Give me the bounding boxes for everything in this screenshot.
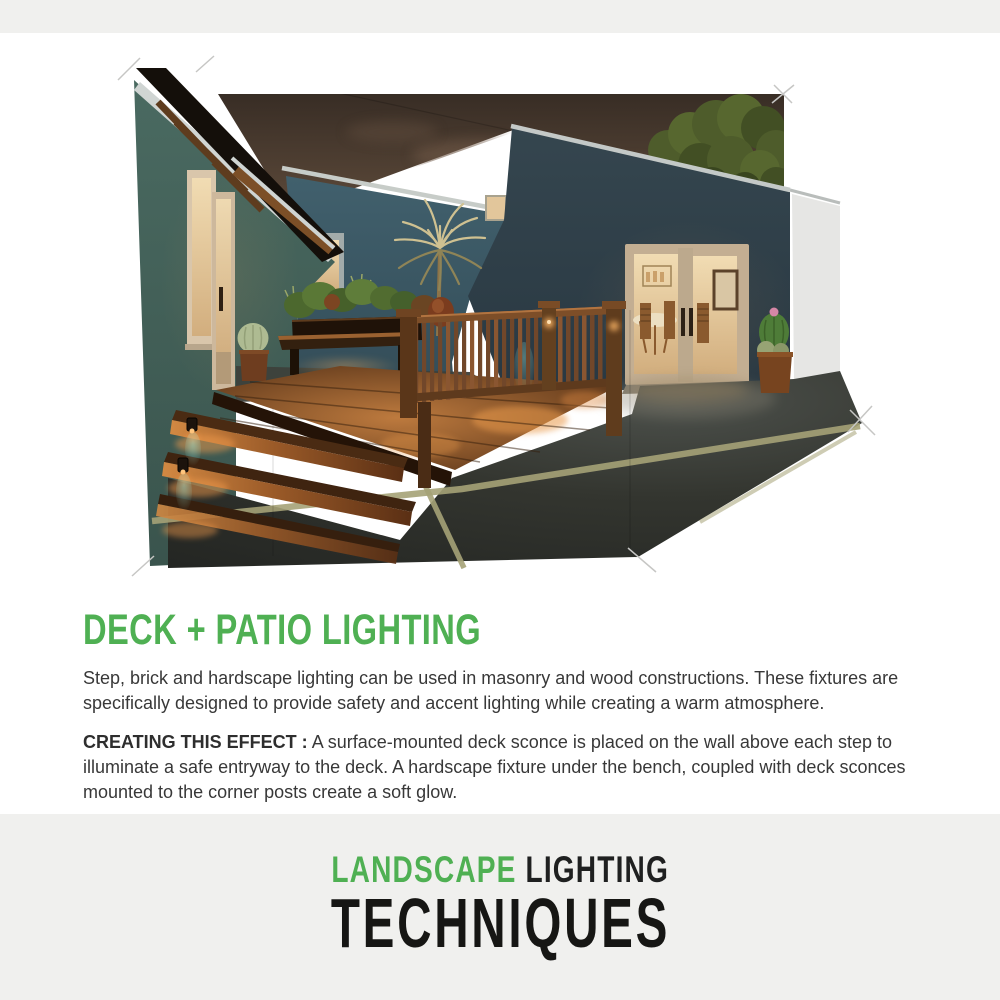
page-title: DECK + PATIO LIGHTING xyxy=(83,606,482,654)
step-light-glow xyxy=(175,435,235,453)
brand-word-lighting: LIGHTING xyxy=(525,849,669,890)
effect-paragraph xyxy=(83,730,931,805)
effect-label: CREATING THIS EFFECT : xyxy=(83,732,308,752)
section-cut-plane xyxy=(792,194,840,381)
effect-body: A surface-mounted deck sconce is placed on the wall above each step to illuminate a safe entryway to the deck. A hardscape fixture under the bench, coupled with deck sconces mounted to the corner posts create a soft glow. xyxy=(83,732,906,802)
cactus-pot-left xyxy=(238,323,270,381)
step-light-glow xyxy=(162,522,218,538)
article-section xyxy=(83,608,931,819)
footer-brand-band xyxy=(0,814,1000,1000)
cactus-flower xyxy=(770,308,779,317)
door-handle xyxy=(681,308,685,336)
intro-paragraph: Step, brick and hardscape lighting can be used in masonry and wood constructions. These fixtures are specifically designed to provide safety and accent lighting while creating a warm atmosphere. xyxy=(83,668,899,713)
railing-post xyxy=(400,314,417,418)
small-gable-window xyxy=(486,196,506,220)
door-handle xyxy=(219,287,223,311)
door-handle xyxy=(689,308,693,336)
french-doors xyxy=(622,244,754,394)
railing-post xyxy=(418,402,431,488)
left-glass-door xyxy=(212,192,235,390)
post-sconce-glow xyxy=(609,321,619,331)
brand-word-landscape: LANDSCAPE xyxy=(331,849,517,890)
framed-picture xyxy=(714,271,737,309)
series-title: TECHNIQUES xyxy=(330,884,670,962)
